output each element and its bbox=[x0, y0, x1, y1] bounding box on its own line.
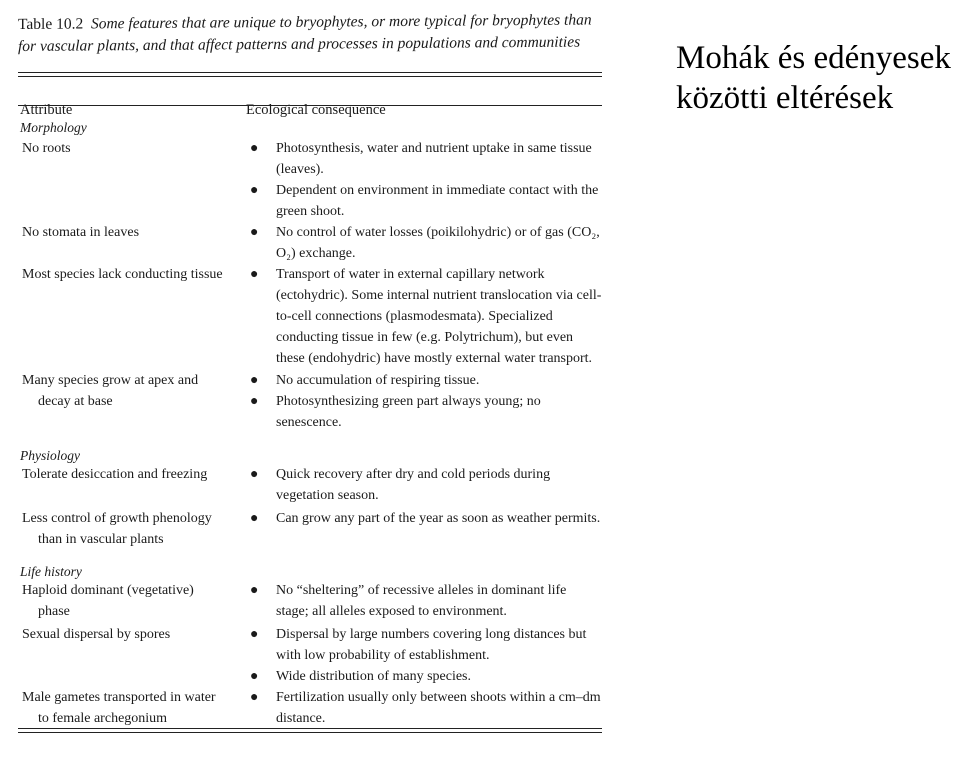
row-consequence bbox=[250, 222, 602, 264]
row-consequence bbox=[250, 624, 602, 687]
bullet-icon: ● bbox=[250, 225, 259, 240]
bullet-item: ● No control of water losses (poikilohydric) or of gas (CO₂, O₂) exchange. bbox=[250, 222, 602, 264]
top-rule-2 bbox=[18, 76, 602, 77]
bullet-item: ● Photosynthesizing green part always young; no senescence. bbox=[250, 391, 602, 433]
bullet-icon: ● bbox=[250, 267, 259, 282]
bullet-item: ● Transport of water in external capillary network (ectohydric). Some internal nutrient translocation via cell-to-cell connections (plasmodesmata). Specialized conducting tissue in few (e.g. Polytrichum), but even these (endohydric) have mostly external water transport. bbox=[250, 264, 602, 369]
row-attribute bbox=[22, 370, 248, 412]
bullet-icon: ● bbox=[250, 394, 259, 409]
bullet-item: ● No accumulation of respiring tissue. bbox=[250, 370, 602, 391]
bullet-icon: ● bbox=[250, 669, 259, 684]
bullet-item: ● Dispersal by large numbers covering long distances but with low probability of establishment. bbox=[250, 624, 602, 666]
header-rule bbox=[18, 105, 602, 106]
bullet-icon: ● bbox=[250, 627, 259, 642]
bullet-icon: ● bbox=[250, 141, 259, 156]
attribute-text: Sexual dispersal by spores bbox=[22, 627, 171, 642]
header-consequence: Ecological consequence bbox=[246, 102, 386, 118]
bullet-item: ● Can grow any part of the year as soon as weather permits. bbox=[250, 508, 602, 529]
bullet-item: ● Photosynthesis, water and nutrient uptake in same tissue (leaves). bbox=[250, 138, 602, 180]
bullet-item: ● No “sheltering” of recessive alleles in dominant life stage; all alleles exposed to environment. bbox=[250, 580, 602, 622]
header-attribute: Attribute bbox=[20, 102, 73, 118]
row-consequence bbox=[250, 264, 602, 369]
row-attribute bbox=[22, 222, 248, 243]
bottom-rule bbox=[18, 728, 602, 729]
bottom-rule-2 bbox=[18, 732, 602, 733]
bullet-icon: ● bbox=[250, 583, 259, 598]
bullet-item: ● Fertilization usually only between shoots within a cm–dm distance. bbox=[250, 687, 602, 729]
row-attribute bbox=[22, 580, 248, 622]
row-attribute bbox=[22, 464, 248, 485]
row-consequence bbox=[250, 464, 602, 506]
section-label: Physiology bbox=[20, 448, 80, 463]
section-label: Life history bbox=[20, 564, 82, 579]
row-consequence bbox=[250, 580, 602, 622]
bullet-icon: ● bbox=[250, 467, 259, 482]
caption-text: Some features that are unique to bryophytes, or more typical for bryophytes than for vascular plants, and that affect patterns and processes in populations and communities bbox=[18, 11, 592, 55]
row-attribute bbox=[22, 624, 248, 645]
row-consequence bbox=[250, 508, 602, 529]
bullet-icon: ● bbox=[250, 690, 259, 705]
bullet-item: ● Quick recovery after dry and cold periods during vegetation season. bbox=[250, 464, 602, 506]
attribute-text: Many species grow at apex and bbox=[22, 373, 199, 388]
row-attribute bbox=[22, 138, 248, 159]
row-consequence bbox=[250, 687, 602, 729]
attribute-text: Haploid dominant (vegetative) bbox=[22, 583, 194, 598]
attribute-text: to female archegonium bbox=[38, 711, 168, 726]
scanned-table bbox=[18, 11, 602, 726]
attribute-text: No roots bbox=[22, 141, 71, 156]
table-caption bbox=[18, 9, 602, 58]
caption-label: Table 10.2 bbox=[18, 15, 84, 34]
slide-title: Mohák és edényesek közötti eltérések bbox=[676, 40, 951, 116]
attribute-text: Tolerate desiccation and freezing bbox=[22, 467, 208, 482]
attribute-text: phase bbox=[38, 604, 70, 619]
attribute-text: Less control of growth phenology bbox=[22, 511, 212, 526]
bullet-icon: ● bbox=[250, 511, 259, 526]
bullet-item: ● Wide distribution of many species. bbox=[250, 666, 602, 687]
attribute-text: decay at base bbox=[38, 394, 113, 409]
attribute-text: Most species lack conducting tissue bbox=[22, 267, 223, 282]
row-consequence bbox=[250, 138, 602, 222]
bullet-icon: ● bbox=[250, 373, 259, 388]
row-attribute bbox=[22, 687, 248, 729]
attribute-text: No stomata in leaves bbox=[22, 225, 140, 240]
section-label: Morphology bbox=[20, 120, 87, 135]
top-rule bbox=[18, 72, 602, 73]
attribute-text: Male gametes transported in water bbox=[22, 690, 216, 705]
row-attribute bbox=[22, 264, 248, 285]
row-consequence bbox=[250, 370, 602, 433]
attribute-text: than in vascular plants bbox=[38, 532, 164, 547]
row-attribute bbox=[22, 508, 248, 550]
bullet-icon: ● bbox=[250, 183, 259, 198]
bullet-item: ● Dependent on environment in immediate contact with the green shoot. bbox=[250, 180, 602, 222]
